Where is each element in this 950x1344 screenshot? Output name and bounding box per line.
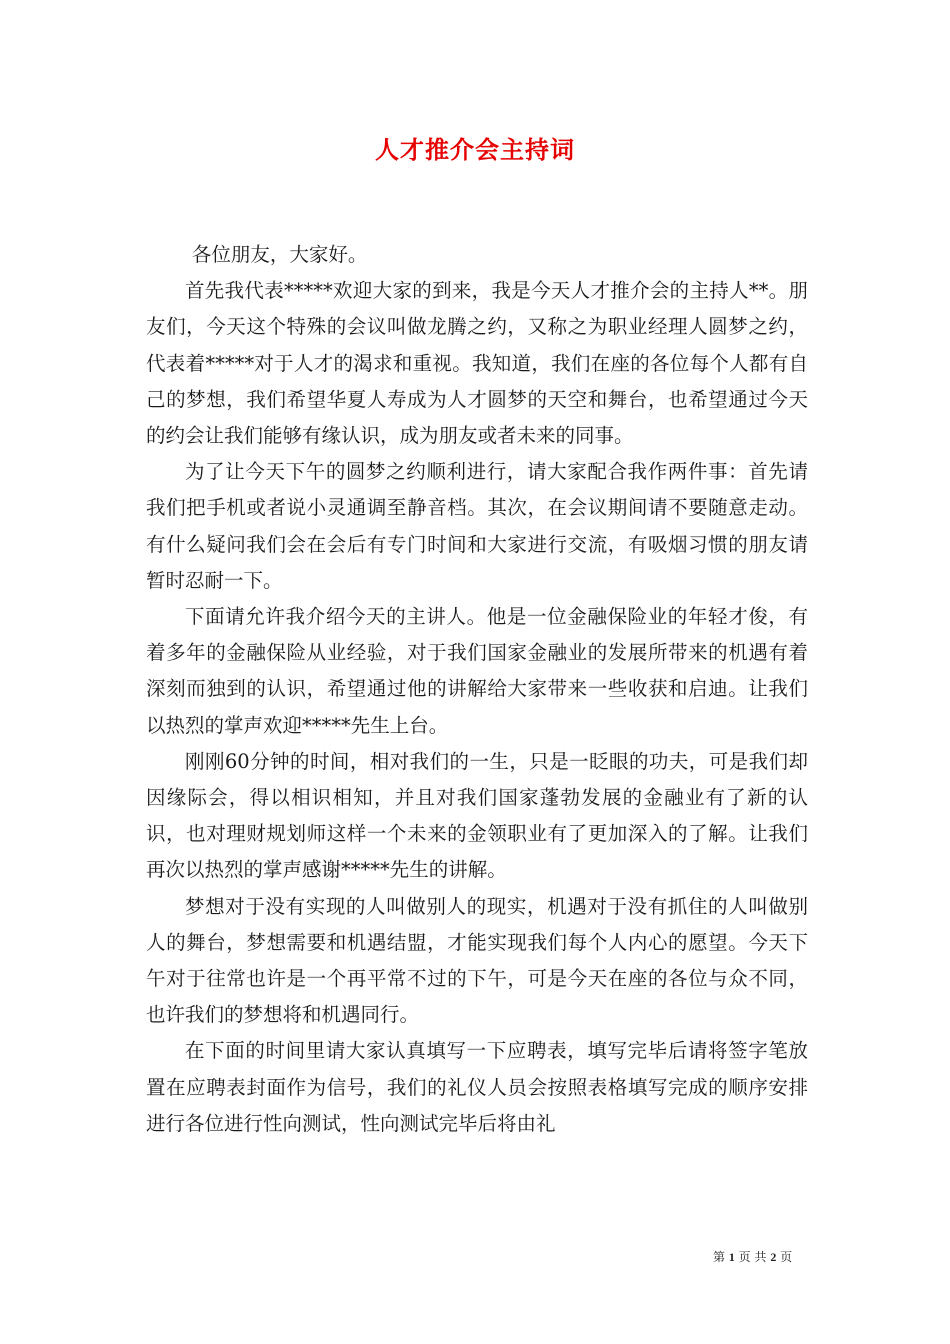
footer-suffix: 页 [780,1250,793,1264]
document-body [146,237,808,1142]
paragraph: 刚刚60分钟的时间，相对我们的一生，只是一眨眼的功夫，可是我们却因缘际会，得以相识相知，并且对我们国家蓬勃发展的金融业有了新的认识，也对理财规划师这样一个未来的金领职业有了更加深入的了解。让我们再次以热烈的掌声感谢*****先生的讲解。 [146,749,808,882]
footer-prefix: 第 [713,1250,726,1264]
paragraph: 下面请允许我介绍今天的主讲人。他是一位金融保险业的年轻才俊，有着多年的金融保险从业经验，对于我们国家金融业的发展所带来的机遇有着深刻而独到的认识，希望通过他的讲解给大家带来一些收获和启迪。让我们以热烈的掌声欢迎*****先生上台。 [146,605,808,737]
paragraph-greeting: 各位朋友，大家好。 [191,243,368,266]
footer-current-page: 1 [728,1250,735,1264]
document-title: 人才推介会主持词 [375,135,575,164]
paragraph: 在下面的时间里请大家认真填写一下应聘表，填写完毕后请将签字笔放置在应聘表封面作为信号，我们的礼仪人员会按照表格填写完成的顺序安排进行各位进行性向测试，性向测试完毕后将由礼 [146,1039,808,1135]
footer-middle: 页 共 [738,1250,767,1264]
paragraph: 梦想对于没有实现的人叫做别人的现实，机遇对于没有抓住的人叫做别人的舞台，梦想需要和机遇结盟，才能实现我们每个人内心的愿望。今天下午对于往常也许是一个再平常不过的下午，可是今天在座的各位与众不同，也许我们的梦想将和机遇同行。 [146,894,808,1027]
page-footer [713,1248,792,1265]
footer-total-pages: 2 [770,1250,777,1264]
paragraph: 为了让今天下午的圆梦之约顺利进行，请大家配合我作两件事：首先请我们把手机或者说小灵通调至静音档。其次，在会议期间请不要随意走动。有什么疑问我们会在会后有专门时间和大家进行交流，有吸烟习惯的朋友请暂时忍耐一下。 [146,460,808,592]
paragraph: 首先我代表*****欢迎大家的到来，我是今天人才推介会的主持人**。朋友们，今天这个特殊的会议叫做龙腾之约，又称之为职业经理人圆梦之约，代表着*****对于人才的渴求和重视。我知道，我们在座的各位每个人都有自己的梦想，我们希望华夏人寿成为人才圆梦的天空和舞台，也希望通过今天的约会让我们能够有缘认识，成为朋友或者未来的同事。 [146,279,808,448]
